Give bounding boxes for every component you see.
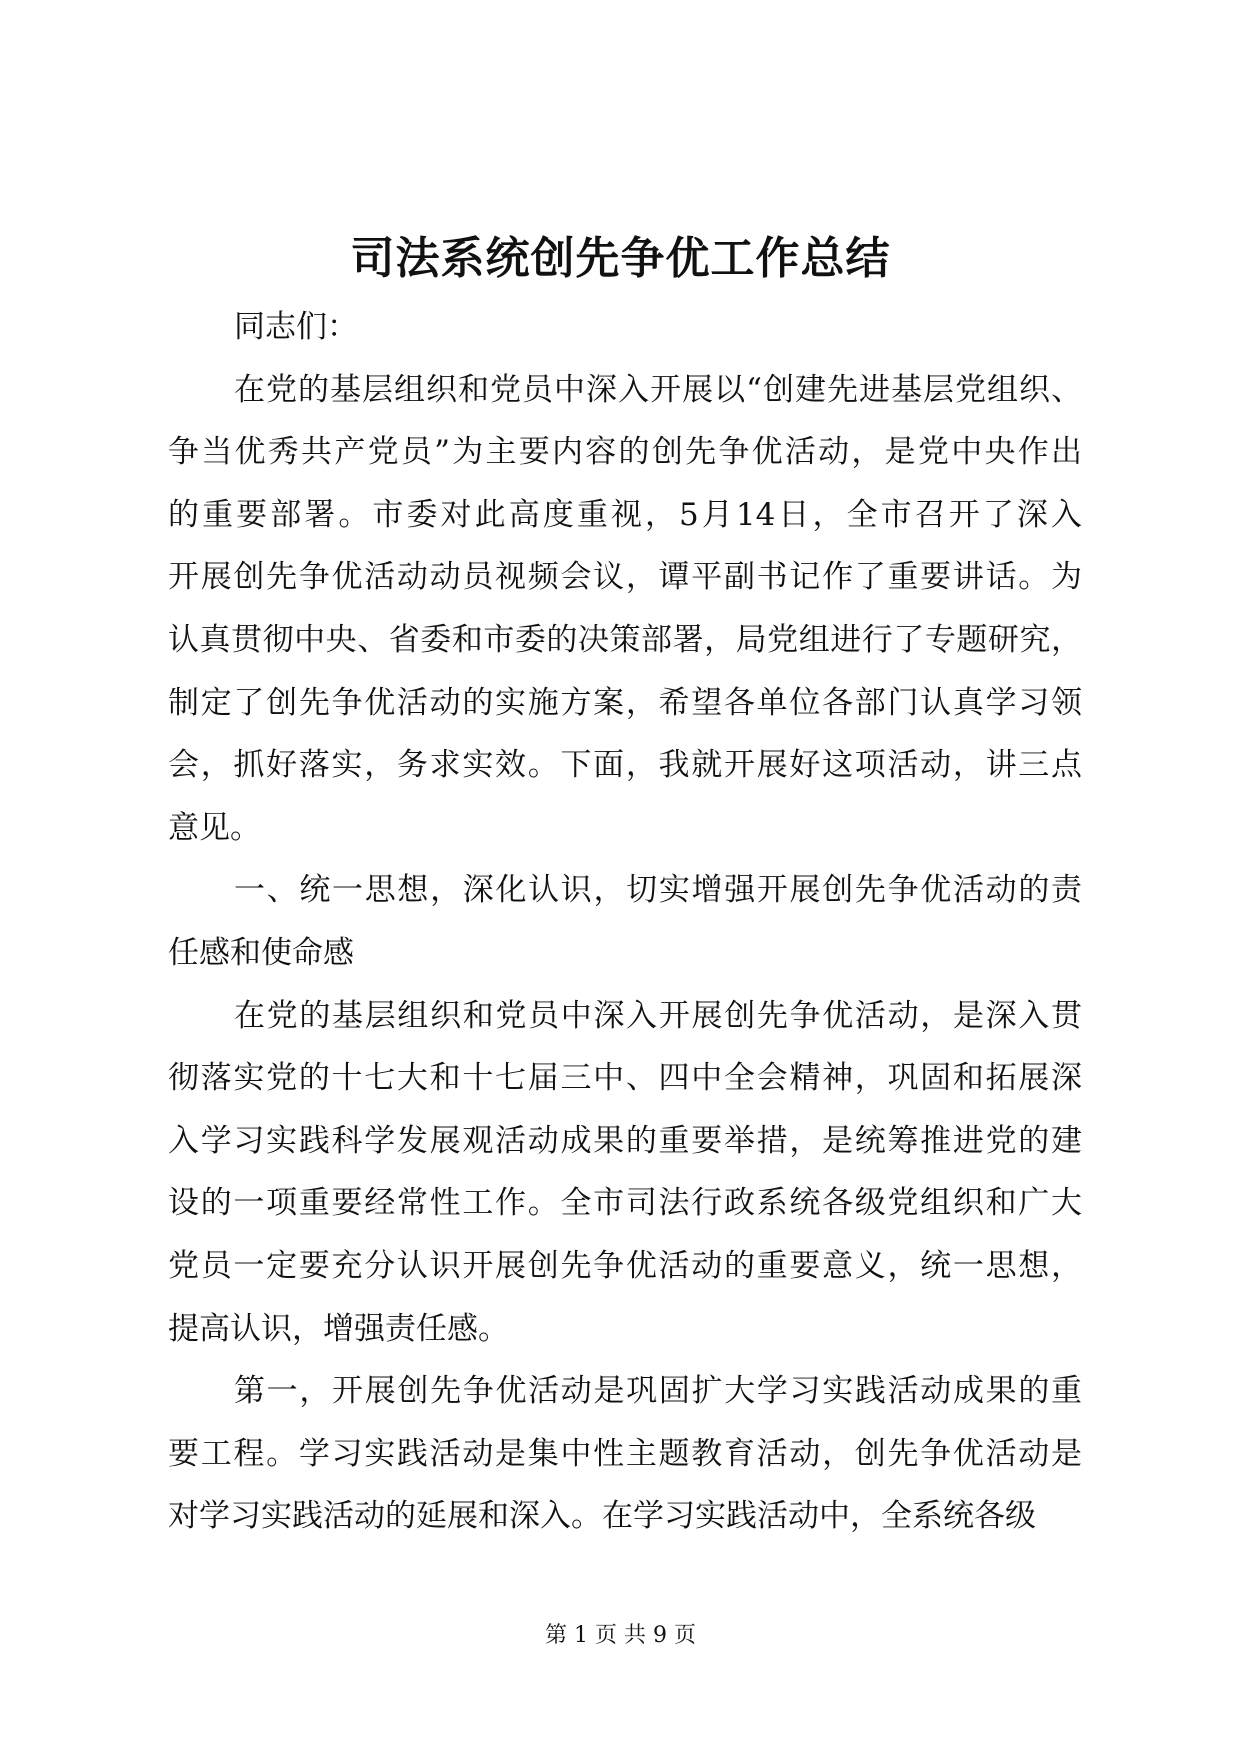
text-line: 同志们： [234,309,358,345]
paragraph [168,859,1082,984]
document-body [168,296,1082,1548]
text-line: 在党的基层组织和党员中深入开展创先争优活动，是深入贯 [234,997,1082,1034]
text-line: 认真贯彻中央、省委和市委的决策部署，局党组进行了专题研究， [168,621,1082,658]
text-line: 的重要部署。市委对此高度重视，5月14日，全市召开了深入 [168,496,1082,533]
paragraph [168,1360,1082,1548]
text-line: 会，抓好落实，务求实效。下面，我就开展好这项活动，讲三点 [168,747,1082,784]
paragraph [168,359,1082,860]
paragraph [168,296,1082,359]
text-line: 对学习实践活动的延展和深入。在学习实践活动中，全系统各级 [168,1498,1036,1535]
text-line: 制定了创先争优活动的实施方案，希望各单位各部门认真学习领 [168,684,1082,721]
text-line: 意见。 [168,809,261,846]
document-title: 司法系统创先争优工作总结 [350,233,891,284]
paragraph [168,985,1082,1361]
text-line: 入学习实践科学发展观活动成果的重要举措，是统筹推进党的建 [168,1122,1082,1159]
text-line: 任感和使命感 [168,934,354,971]
text-line: 开展创先争优活动动员视频会议，谭平副书记作了重要讲话。为 [168,559,1082,596]
text-line: 要工程。学习实践活动是集中性主题教育活动，创先争优活动是 [168,1435,1082,1472]
text-line: 设的一项重要经常性工作。全市司法行政系统各级党组织和广大 [168,1185,1082,1222]
text-line: 争当优秀共产党员”为主要内容的创先争优活动，是党中央作出 [168,434,1082,471]
text-line: 提高认识，增强责任感。 [168,1310,509,1347]
page-number: 第 1 页 共 9 页 [545,1623,696,1648]
text-line: 在党的基层组织和党员中深入开展以“创建先进基层党组织、 [234,371,1082,408]
text-line: 一、统一思想，深化认识，切实增强开展创先争优活动的责 [234,872,1082,909]
text-line: 第一，开展创先争优活动是巩固扩大学习实践活动成果的重 [234,1373,1082,1410]
text-line: 彻落实党的十七大和十七届三中、四中全会精神，巩固和拓展深 [168,1060,1082,1097]
text-line: 党员一定要充分认识开展创先争优活动的重要意义，统一思想， [168,1247,1082,1284]
